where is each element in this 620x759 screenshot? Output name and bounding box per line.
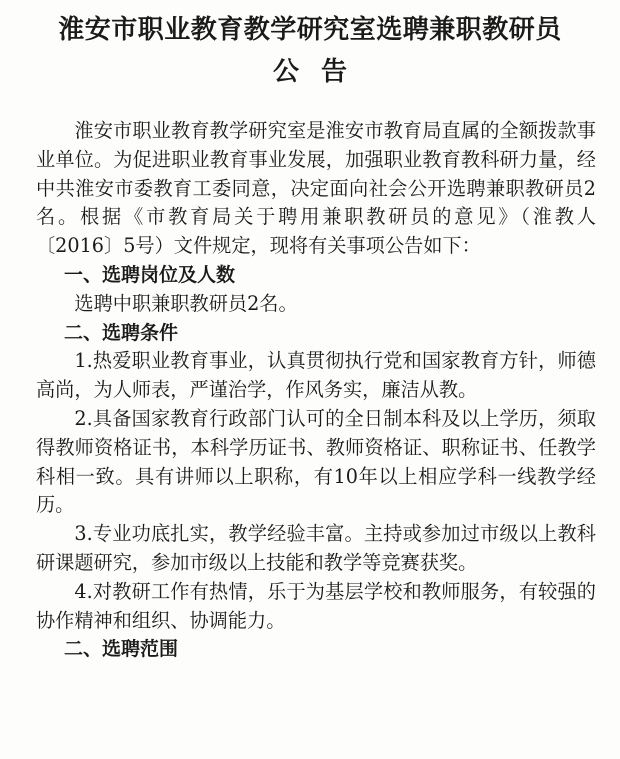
condition-4: 4.对教研工作有热情，乐于为基层学校和教师服务，有较强的协作精神和组织、协调能力。 (36, 579, 596, 632)
document-body (36, 117, 596, 664)
positions-paragraph: 选聘中职兼职教研员2名。 (74, 291, 298, 315)
document-title: 淮安市职业教育教学研究室选聘兼职教研员 (58, 15, 562, 45)
section-heading-conditions: 二、选聘条件 (64, 321, 179, 344)
document-subtitle: 公告 (272, 57, 369, 87)
section-heading-scope: 二、选聘范围 (64, 638, 179, 661)
section-heading-positions: 一、选聘岗位及人数 (64, 263, 236, 286)
intro-paragraph: 淮安市职业教育教学研究室是淮安市教育局直属的全额拨款事业单位。为促进职业教育事业发展，加强职业教育教科研力量，经中共淮安市委教育工委同意，决定面向社会公开选聘兼职教研员2名。根据《市教育局关于聘用兼职教研员的意见》（淮教人〔2016〕5号）文件规定，现将有关事项公告如下： (36, 119, 596, 258)
condition-1: 1.热爱职业教育事业，认真贯彻执行党和国家教育方针，师德高尚，为人师表，严谨治学，作风务实，廉洁从教。 (36, 349, 596, 402)
condition-2: 2.具备国家教育行政部门认可的全日制本科及以上学历，须取得教师资格证书，本科学历证书、教师资格证、职称证书、任教学科相一致。具有讲师以上职称，有10年以上相应学科一线教学经历。 (36, 406, 596, 517)
condition-3: 3.专业功底扎实，教学经验丰富。主持或参加过市级以上教科研课题研究，参加市级以上技能和教学等竞赛获奖。 (36, 522, 596, 574)
